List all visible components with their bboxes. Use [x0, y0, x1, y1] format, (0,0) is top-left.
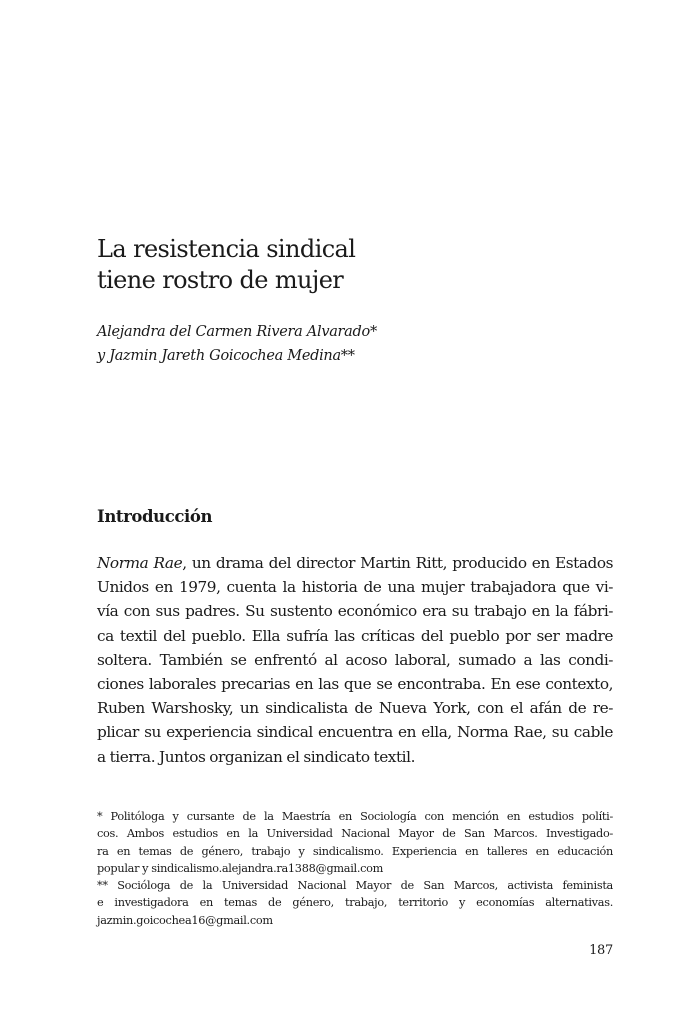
paragraph-line: plicar su experiencia sindical encuentra en ella, Norma Rae, su cable	[97, 723, 613, 742]
footnote-line: * Politóloga y cursante de la Maestría en Sociología con mención en estudios políti-	[97, 810, 613, 823]
paragraph-line	[97, 551, 613, 575]
footnote-line: ra en temas de género, trabajo y sindicalismo. Experiencia en talleres en educación	[97, 844, 613, 858]
film-title: Norma Rae	[97, 554, 183, 572]
footnotes	[97, 808, 613, 929]
paragraph-line: a tierra. Juntos organizan el sindicato textil.	[97, 747, 415, 766]
footnote-line: cos. Ambos estudios en la Universidad Nacional Mayor de San Marcos. Investigado-	[97, 827, 613, 841]
paragraph-line: Unidos en 1979, cuenta la historia de una mujer trabajadora que vi-	[97, 578, 613, 597]
page-number: 187	[589, 943, 613, 958]
chapter-authors	[97, 320, 377, 368]
chapter-title-line: La resistencia sindical	[97, 235, 356, 263]
body-paragraph	[97, 551, 613, 769]
footnote-line: e investigadora en temas de género, trabajo, territorio y economías alternativas.	[97, 896, 613, 910]
paragraph-line: soltera. También se enfrentó al acoso laboral, sumado a las condi-	[97, 650, 613, 669]
footnote-line: popular y sindicalismo.alejandra.ra1388@gmail.com	[97, 861, 384, 875]
footnote-line: jazmin.goicochea16@gmail.com	[97, 913, 273, 927]
chapter-title-line: tiene rostro de mujer	[97, 266, 344, 294]
author-line: y Jazmin Jareth Goicochea Medina**	[97, 348, 355, 364]
paragraph-line: Ruben Warshosky, un sindicalista de Nueva York, con el afán de re-	[97, 699, 613, 718]
footnote-line: ** Socióloga de la Universidad Nacional Mayor de San Marcos, activista feminista	[97, 879, 613, 893]
section-heading: Introducción	[97, 507, 213, 526]
document-page	[97, 0, 613, 1024]
paragraph-line: ciones laborales precarias en las que se encontraba. En ese contexto,	[97, 675, 613, 694]
paragraph-line-text: , un drama del director Martin Ritt, producido en Estados	[182, 554, 614, 572]
paragraph-line: ca textil del pueblo. Ella sufría las críticas del pueblo por ser madre	[97, 626, 613, 645]
chapter-title	[97, 234, 355, 296]
author-line: Alejandra del Carmen Rivera Alvarado*	[97, 324, 377, 340]
paragraph-line: vía con sus padres. Su sustento económico era su trabajo en la fábri-	[97, 602, 613, 621]
